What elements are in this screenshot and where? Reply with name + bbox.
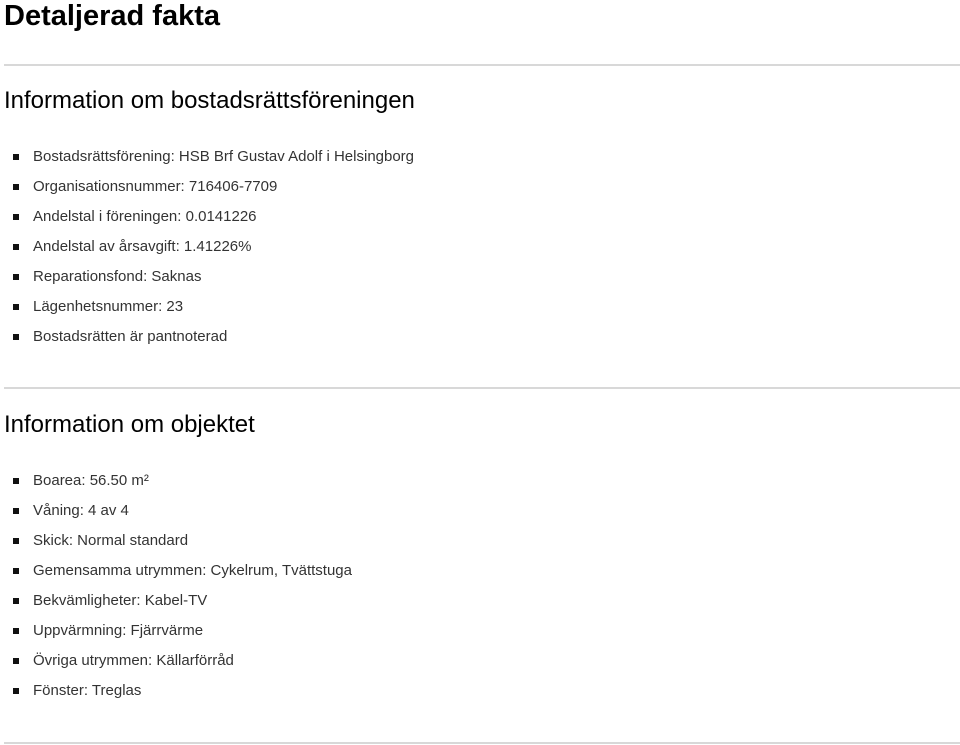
fact-text: Bostadsrätten är pantnoterad — [33, 328, 228, 345]
object-heading: Information om objektet — [4, 411, 255, 438]
fact-item-repair-fund — [0, 262, 414, 292]
square-bullet-icon — [13, 688, 19, 694]
fact-item-other-spaces — [0, 646, 352, 676]
fact-item-shared-spaces — [0, 556, 352, 586]
fact-text: Skick: Normal standard — [33, 532, 189, 549]
fact-item-amenities — [0, 586, 352, 616]
square-bullet-icon — [13, 538, 19, 544]
association-facts-list — [0, 142, 414, 352]
fact-item-association — [0, 142, 414, 172]
fact-text: Våning: 4 av 4 — [33, 502, 129, 519]
divider-top — [4, 64, 960, 66]
fact-item-floor — [0, 496, 352, 526]
square-bullet-icon — [13, 658, 19, 664]
square-bullet-icon — [13, 598, 19, 604]
square-bullet-icon — [13, 304, 19, 310]
fact-text: Lägenhetsnummer: 23 — [33, 298, 184, 315]
square-bullet-icon — [13, 244, 19, 250]
square-bullet-icon — [13, 214, 19, 220]
square-bullet-icon — [13, 154, 19, 160]
square-bullet-icon — [13, 568, 19, 574]
square-bullet-icon — [13, 478, 19, 484]
fact-item-condition — [0, 526, 352, 556]
association-heading: Information om bostadsrättsföreningen — [4, 87, 415, 114]
square-bullet-icon — [13, 628, 19, 634]
square-bullet-icon — [13, 508, 19, 514]
fact-text: Gemensamma utrymmen: Cykelrum, Tvättstuga — [33, 562, 352, 579]
fact-item-pledge — [0, 322, 414, 352]
fact-item-living-area — [0, 466, 352, 496]
fact-text: Fönster: Treglas — [33, 682, 142, 699]
fact-text: Övriga utrymmen: Källarförråd — [33, 652, 234, 669]
page-title: Detaljerad fakta — [4, 0, 220, 32]
square-bullet-icon — [13, 184, 19, 190]
fact-text: Boarea: 56.50 m² — [33, 472, 149, 489]
fact-item-share-ratio — [0, 202, 414, 232]
divider-bottom — [4, 742, 960, 744]
fact-text: Organisationsnummer: 716406-7709 — [33, 178, 278, 195]
fact-item-apartment-number — [0, 292, 414, 322]
fact-text: Andelstal i föreningen: 0.0141226 — [33, 208, 257, 225]
fact-text: Reparationsfond: Saknas — [33, 268, 202, 285]
square-bullet-icon — [13, 274, 19, 280]
fact-item-org-number — [0, 172, 414, 202]
fact-text: Uppvärmning: Fjärrvärme — [33, 622, 204, 639]
fact-text: Bostadsrättsförening: HSB Brf Gustav Adolf i Helsingborg — [33, 148, 415, 165]
fact-text: Bekvämligheter: Kabel-TV — [33, 592, 208, 609]
divider-middle — [4, 387, 960, 389]
fact-item-windows — [0, 676, 352, 706]
square-bullet-icon — [13, 334, 19, 340]
fact-text: Andelstal av årsavgift: 1.41226% — [33, 238, 252, 255]
fact-item-heating — [0, 616, 352, 646]
fact-item-fee-share — [0, 232, 414, 262]
object-facts-list — [0, 466, 352, 706]
